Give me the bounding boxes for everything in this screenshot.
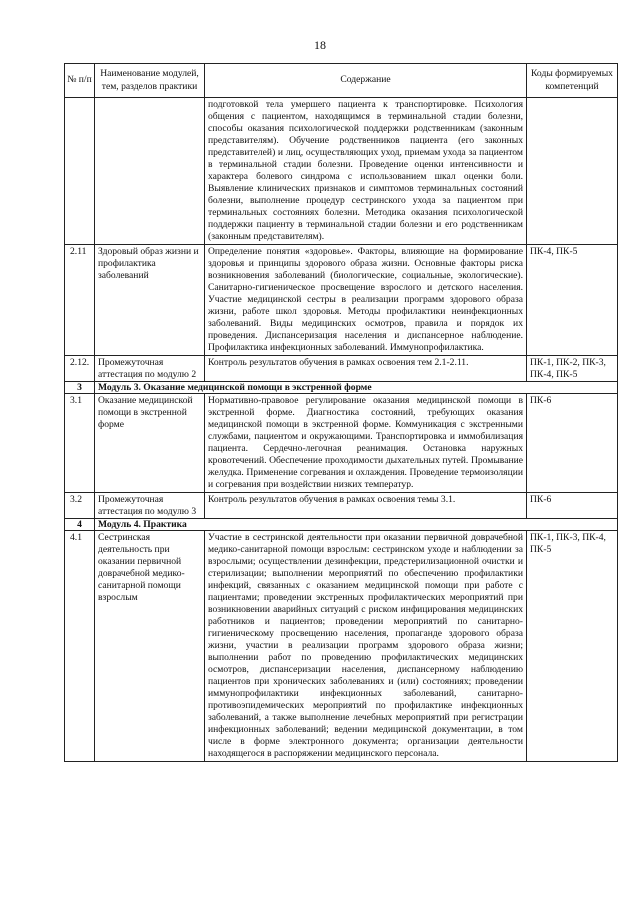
row-name: Сестринская деятельность при оказании первичной доврачебной медико-санитарной помощи взрослым — [95, 531, 205, 762]
row-num: 3.1 — [65, 394, 95, 493]
row-name: Оказание медицинской помощи в экстренной форме — [95, 394, 205, 493]
row-name — [95, 98, 205, 245]
module-header-row — [65, 382, 618, 394]
row-num: 2.11 — [65, 245, 95, 356]
row-name: Промежуточная аттестация по модулю 2 — [95, 356, 205, 382]
table-row — [65, 98, 618, 245]
row-codes: ПК-4, ПК-5 — [527, 245, 618, 356]
header-name: Наименование модулей, тем, разделов практики — [95, 64, 205, 98]
row-name: Здоровый образ жизни и профилактика заболеваний — [95, 245, 205, 356]
module-num: 3 — [65, 382, 95, 394]
row-content: Определение понятия «здоровье». Факторы, влияющие на формирование здоровья и принципы здорового образа жизни. Основные факторы риска возникновения заболеваний (биологические, социальные, экологические). Санитарно-гигиеническое просвещение взрослого и детского населения. Участие медицинской сестры в реализации программ здорового образа жизни, работе школ здоровья. Методы профилактики неинфекционных заболеваний. Виды медицинских осмотров, правила и порядок их проведения. Диспансеризация населения и диспансерное наблюдение. Профилактика инфекционных заболеваний. Иммунопрофилактика. — [205, 245, 527, 356]
row-content: Контроль результатов обучения в рамках освоения тем 2.1-2.11. — [205, 356, 527, 382]
table-row — [65, 356, 618, 382]
table-row — [65, 394, 618, 493]
table-row — [65, 245, 618, 356]
row-name: Промежуточная аттестация по модулю 3 — [95, 493, 205, 519]
header-num: № п/п — [65, 64, 95, 98]
row-num: 4.1 — [65, 531, 95, 762]
table-row — [65, 531, 618, 762]
row-codes: ПК-1, ПК-2, ПК-3, ПК-4, ПК-5 — [527, 356, 618, 382]
module-num: 4 — [65, 519, 95, 531]
row-codes: ПК-6 — [527, 394, 618, 493]
row-codes: ПК-1, ПК-3, ПК-4, ПК-5 — [527, 531, 618, 762]
row-content: Нормативно-правовое регулирование оказания медицинской помощи в экстренной форме. Диагностика состояний, требующих оказания медицинской помощи в экстренной форме. Коммуникация с экстренными службами, пациентом и окружающими. Транспортировка и иммобилизация пациента. Сердечно-легочная реанимация. Остановка наружных кровотечений. Обеспечение проходимости дыхательных путей. Промывание желудка. Применение согревания и охлаждения. Проведение термоизоляции и согревания при воздействии низких температур. — [205, 394, 527, 493]
table-header-row — [65, 64, 618, 98]
page-number: 18 — [314, 38, 326, 52]
row-content: подготовкой тела умершего пациента к транспортировке. Психология общения с пациентом, находящимся в терминальной стадии болезни, способы оказания психологической поддержки родственникам (законным представителям). Обучение родственников пациента (его законных представителей) и лиц, осуществляющих уход, приемам ухода за пациентом в терминальной стадии болезни. Проведение оценки интенсивности и характера болевого синдрома с использованием шкал оценки боли. Выявление клинических признаков и симптомов терминальных состояний болезни, выполнение процедур сестринского ухода за пациентом при терминальных состояниях болезни. Методика оказания психологической поддержки пациенту в терминальной стадии болезни и его родственникам (законным представителям). — [205, 98, 527, 245]
module-title: Модуль 3. Оказание медицинской помощи в экстренной форме — [95, 382, 618, 394]
curriculum-table — [64, 63, 618, 762]
row-codes: ПК-6 — [527, 493, 618, 519]
row-num: 3.2 — [65, 493, 95, 519]
row-num — [65, 98, 95, 245]
module-header-row — [65, 519, 618, 531]
header-content: Содержание — [205, 64, 527, 98]
row-content: Контроль результатов обучения в рамках освоения темы 3.1. — [205, 493, 527, 519]
module-title: Модуль 4. Практика — [95, 519, 618, 531]
row-content: Участие в сестринской деятельности при оказании первичной доврачебной медико-санитарной помощи взрослым: сестринском уходе и наблюдении за взрослыми; осуществлении дезинфекции, предстерилизационной очистки и стерилизации; выполнении мероприятий по обеспечению профилактики инфекций, связанных с оказанием медицинской помощи при работе с пациентами; проведении экстренных профилактических мероприятий при возникновении аварийных ситуаций с риском инфицирования медицинских работников и пациентов; проведении мероприятий по санитарно-гигиеническому просвещению населения, пропаганде здорового образа жизни, участии в реализации программ здорового образа жизни; выполнении работ по проведению профилактических медицинских осмотров, диспансеризации населения, диспансерному наблюдению пациентов при хронических заболеваниях и (или) состояниях; проведении иммунопрофилактики инфекционных заболеваний, санитарно-противоэпидемических мероприятий по профилактике инфекционных заболеваний, а также выполнение лечебных мероприятий при регистрации инфекционных заболеваний; ведении медицинской документации, в том числе в форме электронного документа; организации деятельности находящегося в распоряжении медицинского персонала. — [205, 531, 527, 762]
row-codes — [527, 98, 618, 245]
row-num: 2.12. — [65, 356, 95, 382]
header-codes: Коды формируемых компетенций — [527, 64, 618, 98]
table-row — [65, 493, 618, 519]
